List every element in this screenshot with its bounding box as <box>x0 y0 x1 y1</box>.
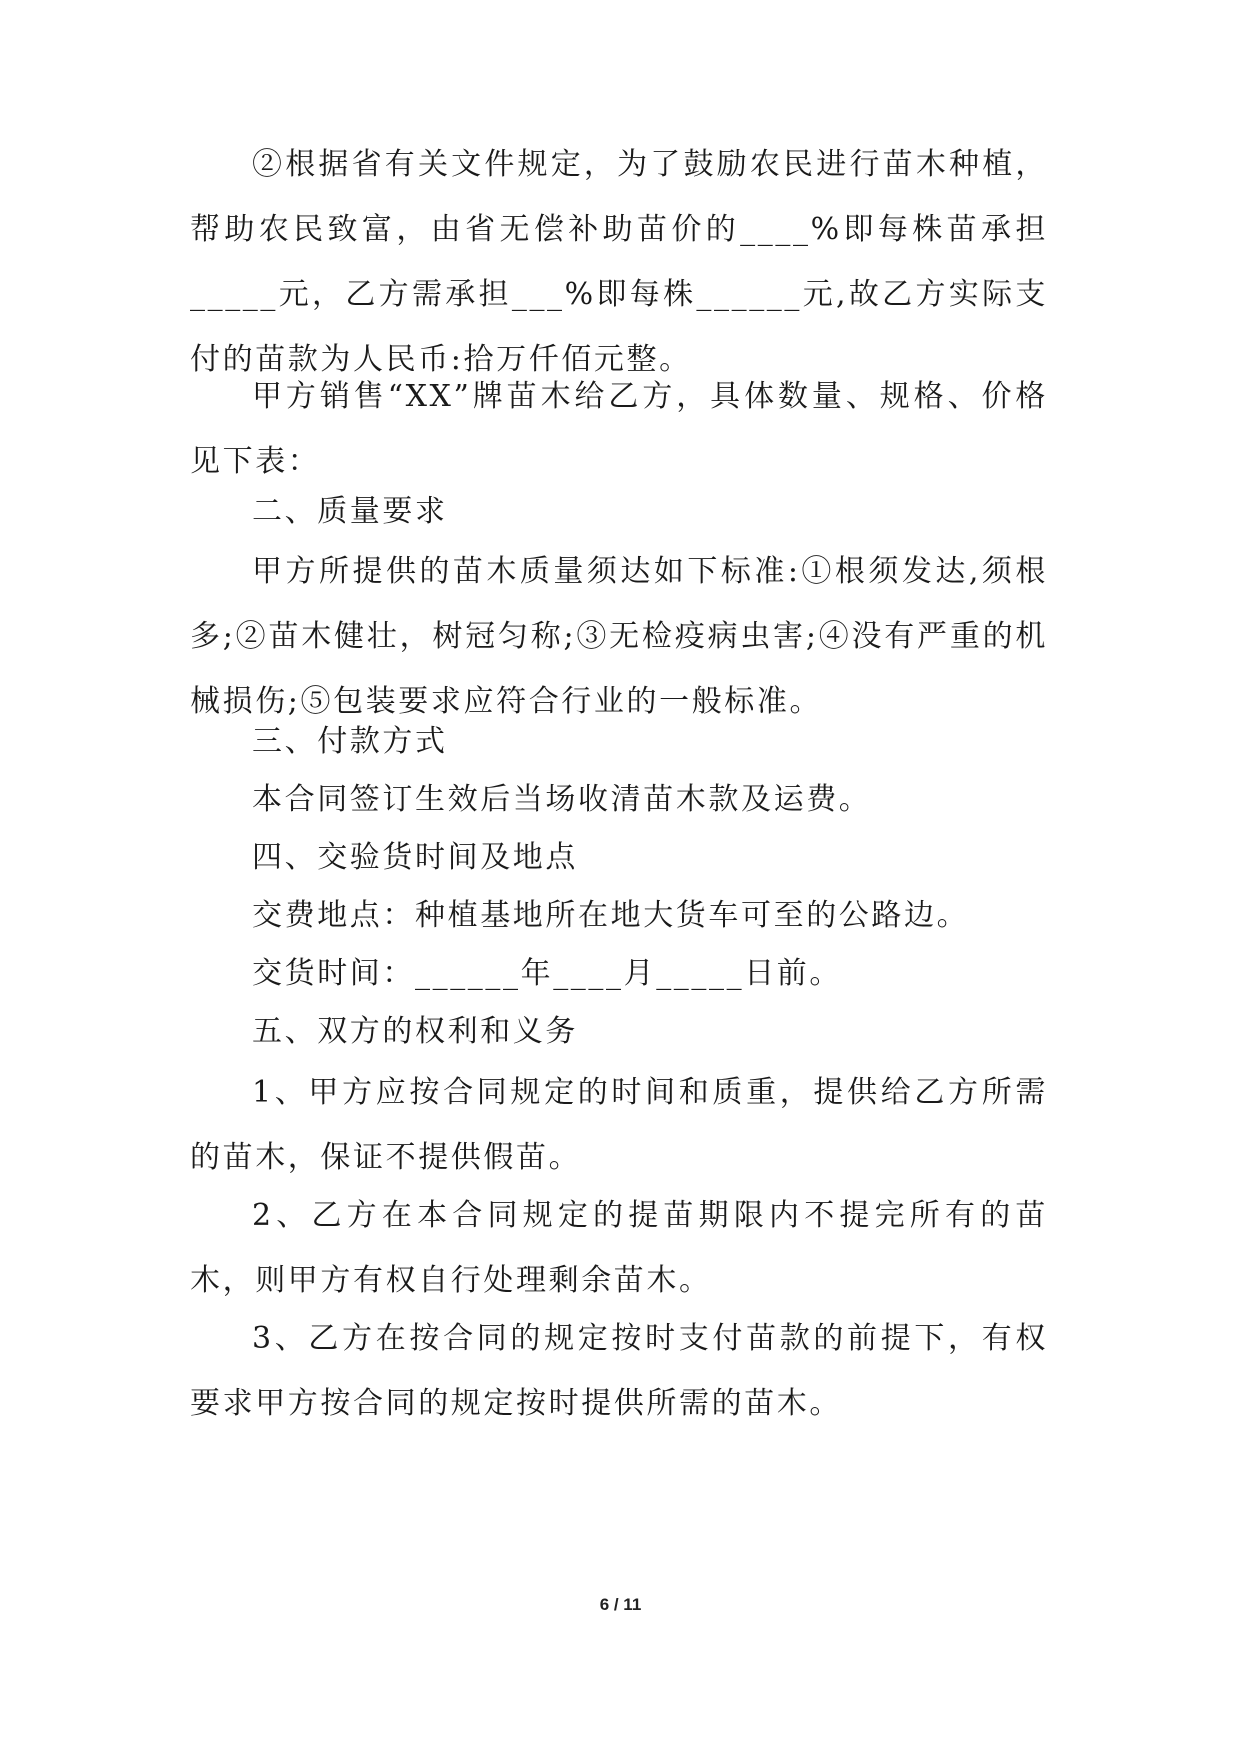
paragraph-obligation-2: 2、乙方在本合同规定的提苗期限内不提完所有的苗木，则甲方有权自行处理剩余苗木。 <box>190 1198 1048 1298</box>
heading-payment-method: 三、付款方式 <box>252 724 448 759</box>
heading-quality-requirements: 二、质量要求 <box>252 494 448 529</box>
paragraph-sale-statement: 甲方销售“XX”牌苗木给乙方，具体数量、规格、价格见下表： <box>190 379 1048 479</box>
paragraph-payment-terms: 本合同签订生效后当场收清苗木款及运费。 <box>252 782 872 817</box>
paragraph-obligation-3: 3、乙方在按合同的规定按时支付苗款的前提下，有权要求甲方按合同的规定按时提供所需的苗木。 <box>190 1321 1048 1421</box>
paragraph-delivery-place: 交费地点：种植基地所在地大货车可至的公路边。 <box>252 898 970 933</box>
paragraph-obligation-1: 1、甲方应按合同规定的时间和质重，提供给乙方所需的苗木，保证不提供假苗。 <box>190 1075 1048 1175</box>
paragraph-subsidy-terms: ②根据省有关文件规定，为了鼓励农民进行苗木种植，帮助农民致富，由省无偿补助苗价的____%即每株苗承担_____元，乙方需承担___%即每株______元,故乙方实际支付的苗款为人民币:拾万仟佰元整。 <box>190 147 1048 377</box>
heading-delivery-time-place: 四、交验货时间及地点 <box>252 840 578 875</box>
heading-rights-obligations: 五、双方的权利和义务 <box>252 1014 578 1049</box>
paragraph-quality-standards: 甲方所提供的苗木质量须达如下标准:①根须发达,须根多;②苗木健壮，树冠匀称;③无检疫病虫害;④没有严重的机械损伤;⑤包装要求应符合行业的一般标准。 <box>190 554 1048 719</box>
paragraph-delivery-time: 交货时间：______年____月_____日前。 <box>252 956 842 991</box>
page-number: 6 / 11 <box>599 1595 642 1614</box>
